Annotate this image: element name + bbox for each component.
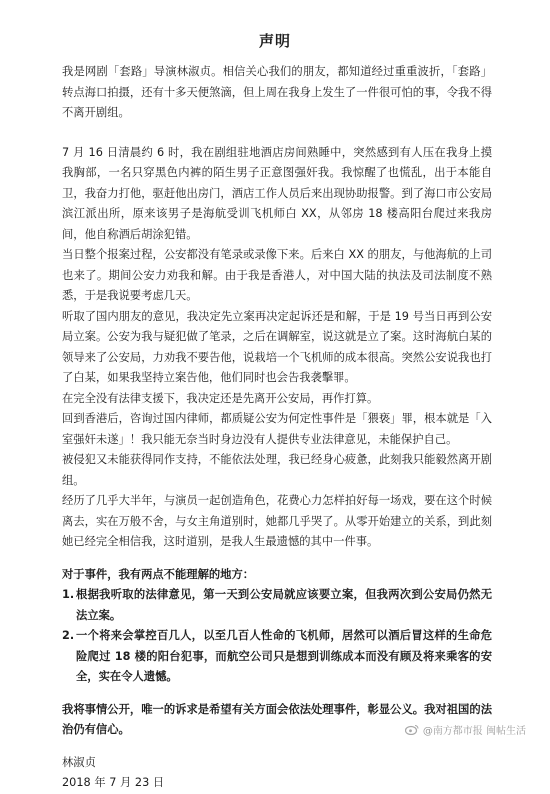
paragraph-report: 当日整个报案过程，公安都没有笔录或录像下来。后来白 XX 的朋友，与他海航的上司也来了。期间公安力劝我和解。由于我是香港人，对中国大陆的执法及司法制度不熟悉，于是我说要考虑几天。 (62, 248, 492, 302)
list-item (62, 626, 492, 688)
list-item-number: 1. (62, 588, 75, 601)
list-item-text: 根据我听取的法律意见，第一天到公安局就应该要立案，但我两次到公安局仍然无法立案。 (76, 588, 492, 622)
paragraph-intro: 我是网剧「套路」导演林淑贞。相信关心我们的朋友，都知道经过重重波折，「套路」转点海口拍摄，还有十多天便煞滴，但上周在我身上发生了一件很可怕的事，令我不得不离开剧组。 (62, 65, 492, 119)
issues-list (62, 585, 492, 688)
paragraph-exhausted: 被侵犯又未能获得同作支持，不能依法处理，我已经身心疲惫，此刻我只能毅然离开剧组。 (62, 453, 492, 487)
paragraph-incident: 7 月 16 日清晨约 6 时，我在剧组驻地酒店房间熟睡中，突然感到有人压在我身上摸我胸部，一名只穿黑色内裤的陌生男子正意图强奸我。我惊醒了也慌乱，出于本能自卫，我奋力打他，驱赶他出房门，酒店工作人员后来出现协助报警。到了海口市公安局滨江派出所，原来该男子是海航受训飞机师白 XX，从邻房 18 楼高阳台爬过来我房间，他自称酒后胡涂犯错。 (62, 145, 492, 241)
date: 2018 年 7 月 23 日 (62, 776, 165, 789)
weibo-icon (405, 724, 419, 735)
paragraph-filing: 听取了国内朋友的意见，我决定先立案再决定起诉还是和解，于是 19 号当日再到公安局立案。公安为我与疑犯做了笔录，之后在调解室，说这就是立了案。这时海航白某的领导来了公安局，力劝我不要告他，说栽培一个飞机师的成本很高。突然公安说我也打了白某，如果我坚持立案告他，他们同时也会告我袭擊罪。 (62, 309, 492, 384)
paragraph-farewell: 经历了几乎大半年，与演员一起创造角色，花费心力怎样拍好每一场戏，要在这个时候离去，实在万般不舍，与女主角道别时，她都几乎哭了。从零开始建立的关系，到此刻她已经完全相信我，这时道别，是我人生最遗憾的其中一件事。 (62, 494, 492, 548)
spacer (62, 553, 492, 565)
document-title: 声明 (258, 32, 291, 50)
spacer (62, 124, 492, 143)
list-item-number: 2. (62, 629, 75, 642)
watermark (405, 722, 526, 737)
paragraph-leave-bureau: 在完全没有法律支援下，我决定还是先离开公安局，再作打算。 (62, 391, 379, 405)
list-item (62, 585, 492, 626)
closing-statement: 我将事情公开，唯一的诉求是希望有关方面会依法处理事件，彰显公义。我对祖国的法治仍有信心。 (62, 702, 492, 736)
spacer (62, 688, 492, 700)
watermark-text: @南方都市报 闽帖生活 (422, 726, 526, 737)
spacer (62, 741, 492, 753)
list-item-text: 一个将来会掌控百几人，以至几百人性命的飞机师，居然可以酒后冒这样的生命危险爬过 18 楼的阳台犯事，而航空公司只是想到训练成本而没有顾及将来乘客的安全，实在令人遗憾。 (76, 629, 492, 683)
signature: 林淑贞 (62, 755, 96, 769)
issues-heading: 对于事件，我有两点不能理解的地方： (62, 567, 255, 581)
statement-body (62, 62, 492, 794)
paragraph-hong-kong: 回到香港后，咨询过国内律师，都质疑公安为何定性事件是「猥亵」罪，根本就是「入室强奸未遂」！我只能无奈当时身边没有人提供专业法律意见，未能保护自己。 (62, 412, 492, 446)
